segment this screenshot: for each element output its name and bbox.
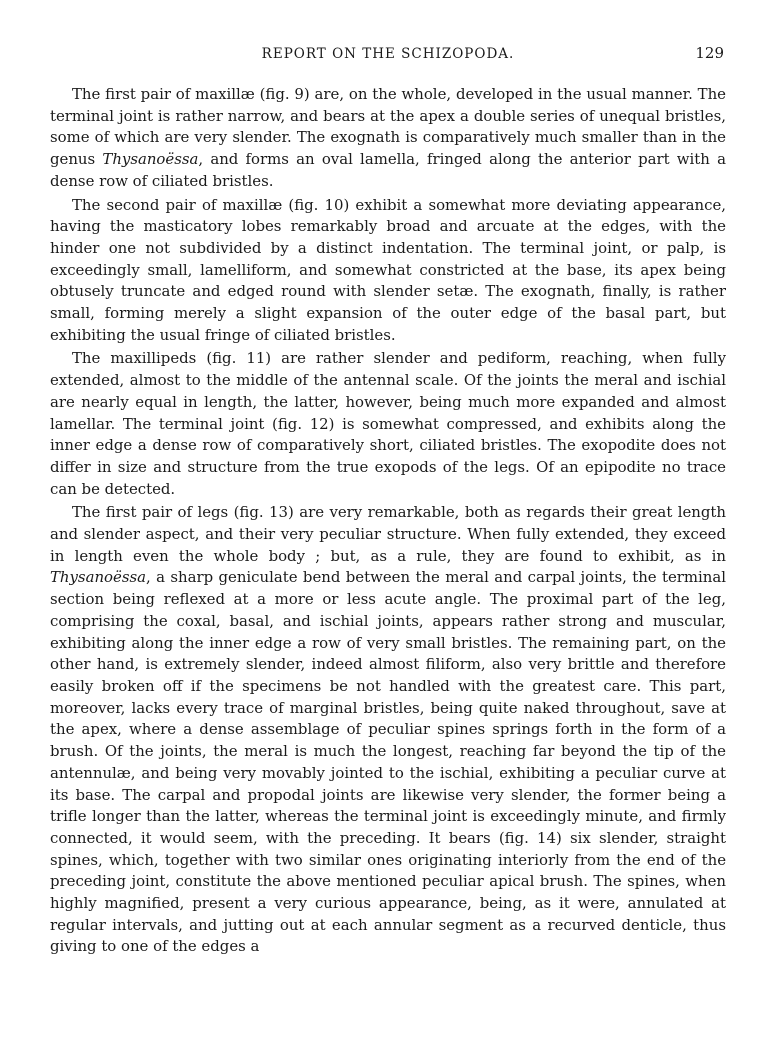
page-number: 129 bbox=[695, 44, 724, 62]
paragraph-text: The first pair of legs (fig. 13) are very remarkable, both as regards their great length and slender aspect, and their very peculiar structure. When fully extended, they exceed in length even the whole body ; but, as a rule, they are found to exhibit, as in bbox=[50, 503, 726, 565]
running-title: REPORT ON THE SCHIZOPODA. bbox=[261, 46, 515, 62]
genus-name: Thysanoëssa bbox=[50, 568, 146, 587]
paragraph-text: The first pair of maxillæ (fig. 9) are, on the whole, developed in the usual manner. The terminal joint is rather narrow, and bears at the apex a double series of unequal bristles, some of which are very slender. The exognath is comparatively much smaller than in the genus bbox=[50, 85, 726, 169]
paragraph-second-maxillae: The second pair of maxillæ (fig. 10) exhibit a somewhat more deviating appearance, having the masticatory lobes remarkably broad and arcuate at the edges, with the hinder one not subdivided by a distinct indentation. The terminal joint, or palp, is exceedingly small, lamelliform, and somewhat constricted at the base, its apex being obtusely truncate and edged round with slender setæ. The exognath, finally, is rather small, forming merely a slight expansion of the outer edge of the basal part, but exhibiting the usual fringe of ciliated bristles. bbox=[50, 195, 726, 344]
genus-name: Thysanoëssa bbox=[102, 150, 199, 169]
paragraph-text: , a sharp geniculate bend between the meral and carpal joints, the terminal section being reflexed at a more or less acute angle. The proximal part of the leg, comprising the coxal, basal, and ischial joints, appears rather strong and muscular, exhibiting along the inner edge a row of very small bristles. The remaining part, on the other hand, is extremely slender, indeed almost filiform, also very brittle and therefore easily broken off if the specimens be not handled with the greatest care. This part, moreover, lacks every trace of marginal bristles, being quite naked throughout, save at the apex, where a dense assemblage of peculiar spines springs forth in the form of a brush. Of the joints, the meral is much the longest, reaching far beyond the tip of the antennulæ, and being very movably jointed to the ischial, exhibiting a peculiar curve at its base. The carpal and propodal joints are likewise very slender, the former being a trifle longer than the latter, whereas the terminal joint is exceedingly minute, and firmly connected, it would seem, with the preceding. It bears (fig. 14) six slender, straight spines, which, together with two similar ones originating interiorly from the end of the preceding joint, constitute the above mentioned peculiar apical brush. The spines, when highly magnified, present a very curious appearance, being, as it were, annulated at regular intervals, and jutting out at each annular segment as a recurved denticle, thus giving to one of the edges a bbox=[50, 568, 726, 956]
running-head bbox=[50, 40, 726, 70]
paragraph-maxillipeds: The maxillipeds (fig. 11) are rather slender and pediform, reaching, when fully extended, almost to the middle of the antennal scale. Of the joints the meral and ischial are nearly equal in length, the latter, however, being much more expanded and almost lamellar. The terminal joint (fig. 12) is somewhat compressed, and exhibits along the inner edge a dense row of comparatively short, ciliated bristles. The exopodite does not differ in size and structure from the true exopods of the legs. Of an epipodite no trace can be detected. bbox=[50, 349, 726, 498]
paragraph-first-legs bbox=[50, 502, 726, 958]
body-text bbox=[50, 84, 726, 958]
paragraph-text: , and forms an oval lamella, fringed along the anterior part with a dense row of ciliated bristles. bbox=[50, 150, 726, 190]
page bbox=[50, 40, 726, 960]
paragraph-first-maxillae bbox=[50, 84, 726, 193]
